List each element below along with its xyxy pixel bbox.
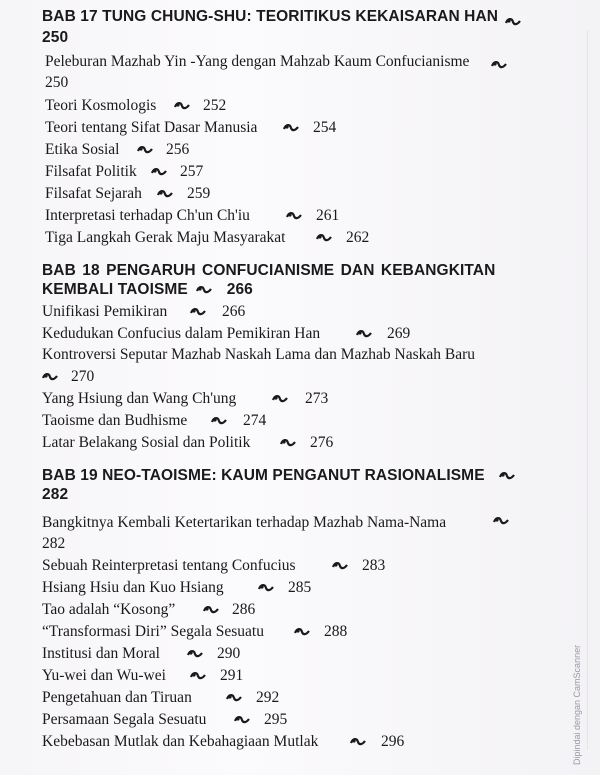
- toc-entry-page: 273: [305, 390, 329, 407]
- toc-entry-page: 296: [381, 733, 405, 750]
- toc-entry: Institusi dan Moral: [42, 645, 160, 662]
- toc-entry-page: 254: [313, 119, 337, 136]
- fleuron-icon: [196, 285, 212, 295]
- toc-entry: Unifikasi Pemikiran: [42, 303, 168, 320]
- toc-entry: Peleburan Mazhab Yin -Yang dengan Mahzab Kaum Confucianisme: [45, 53, 470, 70]
- fleuron-icon: [190, 307, 206, 317]
- toc-entry: Sebuah Reinterpretasi tentang Confucius: [42, 557, 296, 574]
- fleuron-icon: [211, 416, 227, 426]
- fleuron-icon: [258, 583, 274, 593]
- toc-entry-page: 256: [166, 141, 190, 158]
- fleuron-icon: [226, 693, 242, 703]
- toc-entry: Pengetahuan dan Tiruan: [42, 689, 192, 706]
- fleuron-icon: [157, 189, 173, 199]
- toc-entry: Hsiang Hsiu dan Kuo Hsiang: [42, 579, 224, 596]
- camscanner-watermark: Dipindai dengan CamScanner: [572, 644, 582, 765]
- fleuron-icon: [203, 605, 219, 615]
- toc-entry: Yu-wei dan Wu-wei: [42, 667, 166, 684]
- chapter-page-17: 250: [42, 29, 69, 46]
- toc-entry-page: 295: [264, 711, 288, 728]
- toc-entry-page: 270: [71, 368, 95, 385]
- toc-entry-page: 252: [203, 97, 227, 114]
- toc-entry-page: 257: [180, 163, 204, 180]
- fleuron-icon: [187, 649, 203, 659]
- chapter-page-19: 282: [42, 486, 69, 503]
- fleuron-icon: [499, 471, 515, 481]
- toc-entry-page: 285: [288, 579, 312, 596]
- toc-entry: Latar Belakang Sosial dan Politik: [42, 434, 251, 451]
- toc-entry: Tao adalah “Kosong”: [42, 601, 176, 618]
- toc-entry: Bangkitnya Kembali Ketertarikan terhadap Mazhab Nama-Nama: [42, 514, 447, 531]
- fleuron-icon: [234, 715, 250, 725]
- fleuron-icon: [493, 516, 509, 526]
- fleuron-icon: [272, 394, 288, 404]
- fleuron-icon: [356, 329, 372, 339]
- toc-entry-page: 290: [217, 645, 241, 662]
- fleuron-icon: [174, 101, 190, 111]
- toc-entry-page: 262: [346, 229, 370, 246]
- toc-entry: Kontroversi Seputar Mazhab Naskah Lama dan Mazhab Naskah Baru: [42, 346, 475, 363]
- toc-entry: Taoisme dan Budhisme: [42, 412, 188, 429]
- toc-entry: Teori Kosmologis: [45, 97, 157, 114]
- chapter-heading-18: [42, 261, 562, 299]
- toc-entry: Filsafat Sejarah: [45, 185, 142, 202]
- toc-entry-page: 250: [45, 74, 69, 91]
- fleuron-icon: [137, 145, 153, 155]
- toc-entry: Tiga Langkah Gerak Maju Masyarakat: [45, 229, 286, 246]
- chapter-title: BAB 17 TUNG CHUNG-SHU: TEORITIKUS KEKAISARAN HAN: [42, 8, 499, 25]
- fleuron-icon: [350, 737, 366, 747]
- toc-entry-page: 259: [187, 185, 211, 202]
- chapter-title-line2: KEMBALI TAOISME 266: [42, 281, 253, 298]
- chapter-page-18: 266: [226, 281, 253, 298]
- fleuron-icon: [491, 60, 507, 70]
- chapter-title-line1: BAB 18 PENGARUH CONFUCIANISME DAN KEBANGKITAN: [42, 262, 496, 279]
- chapter-heading-19: [42, 466, 562, 504]
- fleuron-icon: [280, 438, 296, 448]
- fleuron-icon: [283, 123, 299, 133]
- fleuron-icon: [505, 17, 521, 27]
- toc-entry-page: 269: [387, 325, 411, 342]
- toc-entry: Yang Hsiung dan Wang Ch'ung: [42, 390, 237, 407]
- chapter-heading-17: [42, 7, 522, 26]
- toc-entry: Interpretasi terhadap Ch'un Ch'iu: [45, 207, 250, 224]
- toc-entry: Etika Sosial: [45, 141, 120, 158]
- toc-entry-page: 286: [232, 601, 256, 618]
- toc-entry: Kebebasan Mutlak dan Kebahagiaan Mutlak: [42, 733, 319, 750]
- fleuron-icon: [294, 627, 310, 637]
- scan-edge: [587, 30, 588, 750]
- fleuron-icon: [332, 561, 348, 571]
- toc-entry-page: 291: [220, 667, 244, 684]
- fleuron-icon: [316, 233, 332, 243]
- toc-entry-page: 283: [362, 557, 386, 574]
- toc-entry-page: 288: [324, 623, 348, 640]
- toc-entry: Persamaan Segala Sesuatu: [42, 711, 207, 728]
- chapter-title: BAB 19 NEO-TAOISME: KAUM PENGANUT RASIONALISME: [42, 467, 485, 484]
- toc-entry-page: 292: [256, 689, 280, 706]
- fleuron-icon: [42, 372, 58, 382]
- toc-entry: Kedudukan Confucius dalam Pemikiran Han: [42, 325, 321, 342]
- toc-entry: “Transformasi Diri” Segala Sesuatu: [42, 623, 264, 640]
- toc-entry-page: 261: [316, 207, 340, 224]
- toc-entry: Teori tentang Sifat Dasar Manusia: [45, 119, 258, 136]
- toc-entry-page: 266: [222, 303, 246, 320]
- fleuron-icon: [151, 167, 167, 177]
- toc-entry-page: 276: [310, 434, 334, 451]
- toc-entry: Filsafat Politik: [45, 163, 137, 180]
- toc-entry-page: 274: [243, 412, 267, 429]
- toc-entry-page: 282: [42, 535, 66, 552]
- fleuron-icon: [286, 211, 302, 221]
- fleuron-icon: [190, 671, 206, 681]
